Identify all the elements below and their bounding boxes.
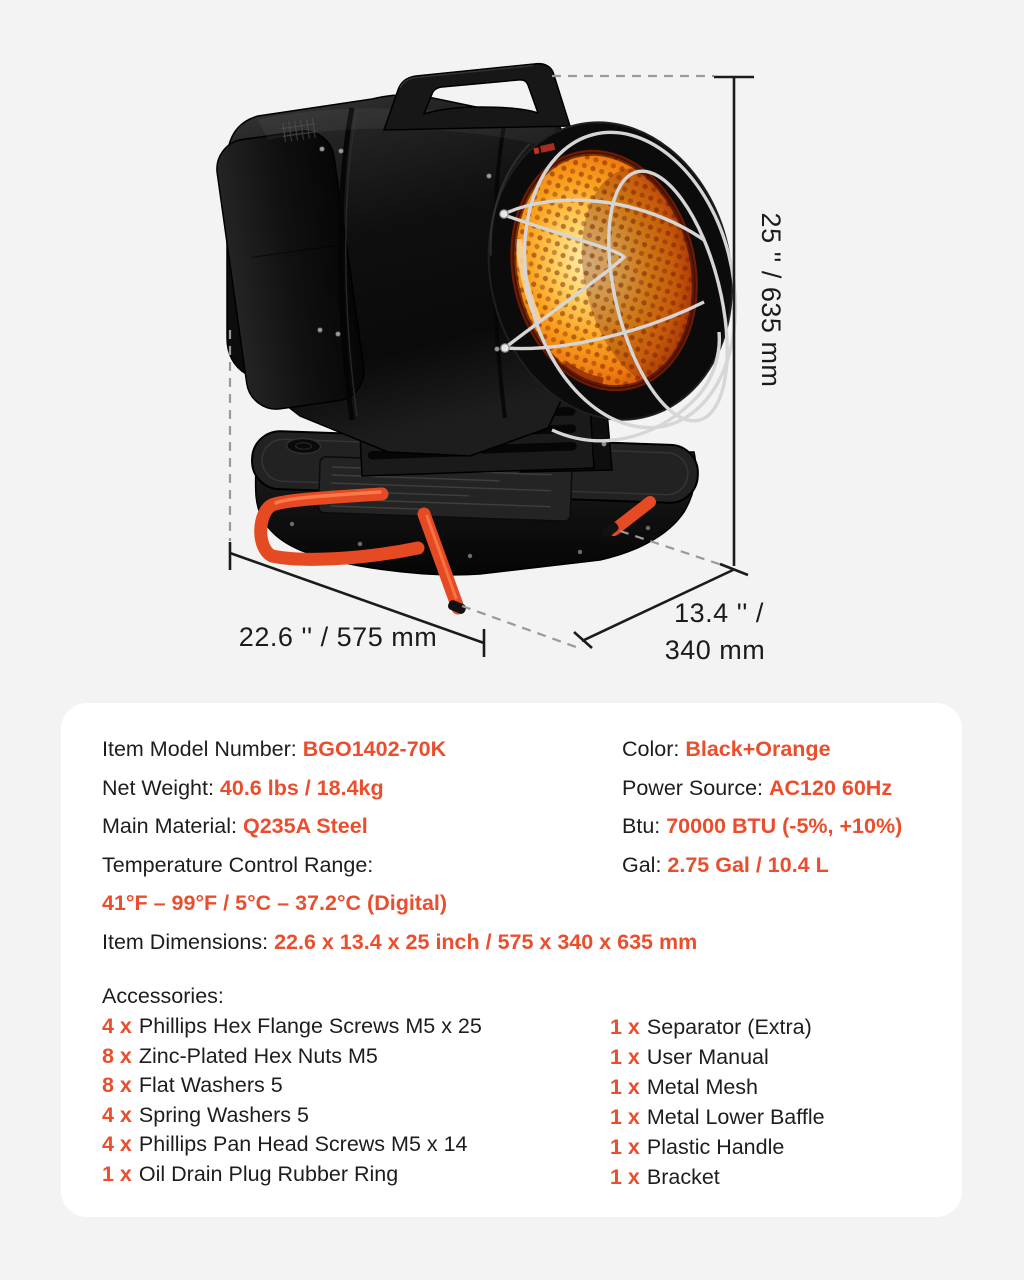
depth-dimension-label-line2: 340 mm — [664, 635, 766, 665]
accessories-right-column — [610, 1012, 825, 1192]
spec-label: Temperature Control Range: — [102, 852, 374, 877]
accessory-qty: 1 x — [610, 1015, 640, 1039]
accessory-name: Separator (Extra) — [646, 1015, 812, 1039]
accessories-title: Accessories: — [102, 984, 224, 1008]
accessory-name: Plastic Handle — [646, 1135, 785, 1159]
spec-label: Main Material: — [102, 814, 243, 839]
accessory-item — [610, 1012, 825, 1042]
accessory-item — [610, 1132, 825, 1162]
accessory-qty: 1 x — [610, 1105, 640, 1129]
spec-label: Color: — [622, 737, 686, 761]
spec-value: 22.6 x 13.4 x 25 inch / 575 x 340 x 635 mm — [274, 929, 698, 954]
spec-row — [102, 769, 697, 808]
accessory-item — [102, 1012, 482, 1042]
accessory-name: User Manual — [646, 1045, 769, 1069]
spec-row — [102, 923, 697, 962]
accessory-item — [102, 1042, 482, 1072]
spec-label: Btu: — [622, 814, 667, 839]
spec-row — [102, 807, 697, 846]
height-dimension-label: 25 '' / 635 mm — [756, 212, 786, 388]
spec-value: Black+Orange — [685, 737, 831, 761]
accessory-name: Zinc-Plated Hex Nuts M5 — [138, 1043, 378, 1068]
accessory-item — [102, 1130, 482, 1160]
accessory-qty: 1 x — [610, 1045, 640, 1069]
accessory-item — [102, 1071, 482, 1101]
oil-cap — [286, 438, 321, 454]
spec-label: Net Weight: — [102, 775, 220, 800]
accessories-left-column — [102, 1012, 482, 1190]
accessory-qty: 1 x — [610, 1135, 640, 1159]
accessory-qty: 1 x — [102, 1161, 132, 1186]
accessory-name: Spring Washers 5 — [138, 1102, 309, 1127]
accessory-item — [102, 1160, 482, 1190]
spec-label: Power Source: — [622, 775, 769, 800]
accessory-qty: 8 x — [102, 1043, 132, 1068]
accessory-name: Phillips Hex Flange Screws M5 x 25 — [138, 1014, 482, 1038]
spec-label: Gal: — [622, 852, 668, 877]
spec-value: 2.75 Gal / 10.4 L — [667, 852, 829, 877]
carry-handle — [384, 64, 570, 130]
accessory-qty: 4 x — [102, 1102, 132, 1127]
accessory-name: Flat Washers 5 — [138, 1073, 283, 1098]
accessory-qty: 8 x — [102, 1073, 132, 1098]
accessory-qty: 1 x — [610, 1075, 640, 1099]
spec-value: AC120 60Hz — [768, 775, 893, 800]
accessory-qty: 1 x — [610, 1165, 640, 1189]
spec-value: 41°F – 99°F / 5°C – 37.2°C (Digital) — [102, 891, 448, 916]
spec-row — [102, 884, 697, 923]
spec-label: Item Model Number: — [102, 737, 303, 761]
spec-value: Q235A Steel — [243, 814, 368, 839]
specs-left-column — [102, 730, 697, 962]
spec-row — [622, 807, 902, 846]
spec-row — [622, 730, 902, 769]
width-dimension-label: 22.6 '' / 575 mm — [238, 622, 438, 652]
accessory-name: Metal Lower Baffle — [646, 1105, 825, 1129]
accessory-item — [610, 1162, 825, 1192]
accessory-item — [610, 1102, 825, 1132]
accessory-qty: 4 x — [102, 1132, 132, 1157]
accessory-name: Bracket — [646, 1165, 720, 1189]
accessory-name: Phillips Pan Head Screws M5 x 14 — [138, 1132, 468, 1157]
accessory-qty: 4 x — [102, 1014, 132, 1038]
spec-value: BGO1402-70K — [302, 737, 447, 761]
accessory-name: Oil Drain Plug Rubber Ring — [138, 1161, 399, 1186]
accessory-item — [610, 1042, 825, 1072]
accessory-name: Metal Mesh — [646, 1075, 759, 1099]
spec-value: 70000 BTU (-5%, +10%) — [666, 814, 903, 839]
accessory-item — [102, 1101, 482, 1131]
spec-row — [102, 846, 697, 885]
spec-value: 40.6 lbs / 18.4kg — [219, 775, 384, 800]
depth-dimension-label-line1: 13.4 '' / — [674, 598, 764, 628]
spec-label: Item Dimensions: — [102, 929, 275, 954]
spec-card — [61, 703, 962, 1217]
specs-right-column — [622, 730, 902, 884]
spec-row — [622, 769, 902, 808]
spec-row — [102, 730, 697, 769]
spec-row — [622, 846, 902, 885]
accessory-item — [610, 1072, 825, 1102]
